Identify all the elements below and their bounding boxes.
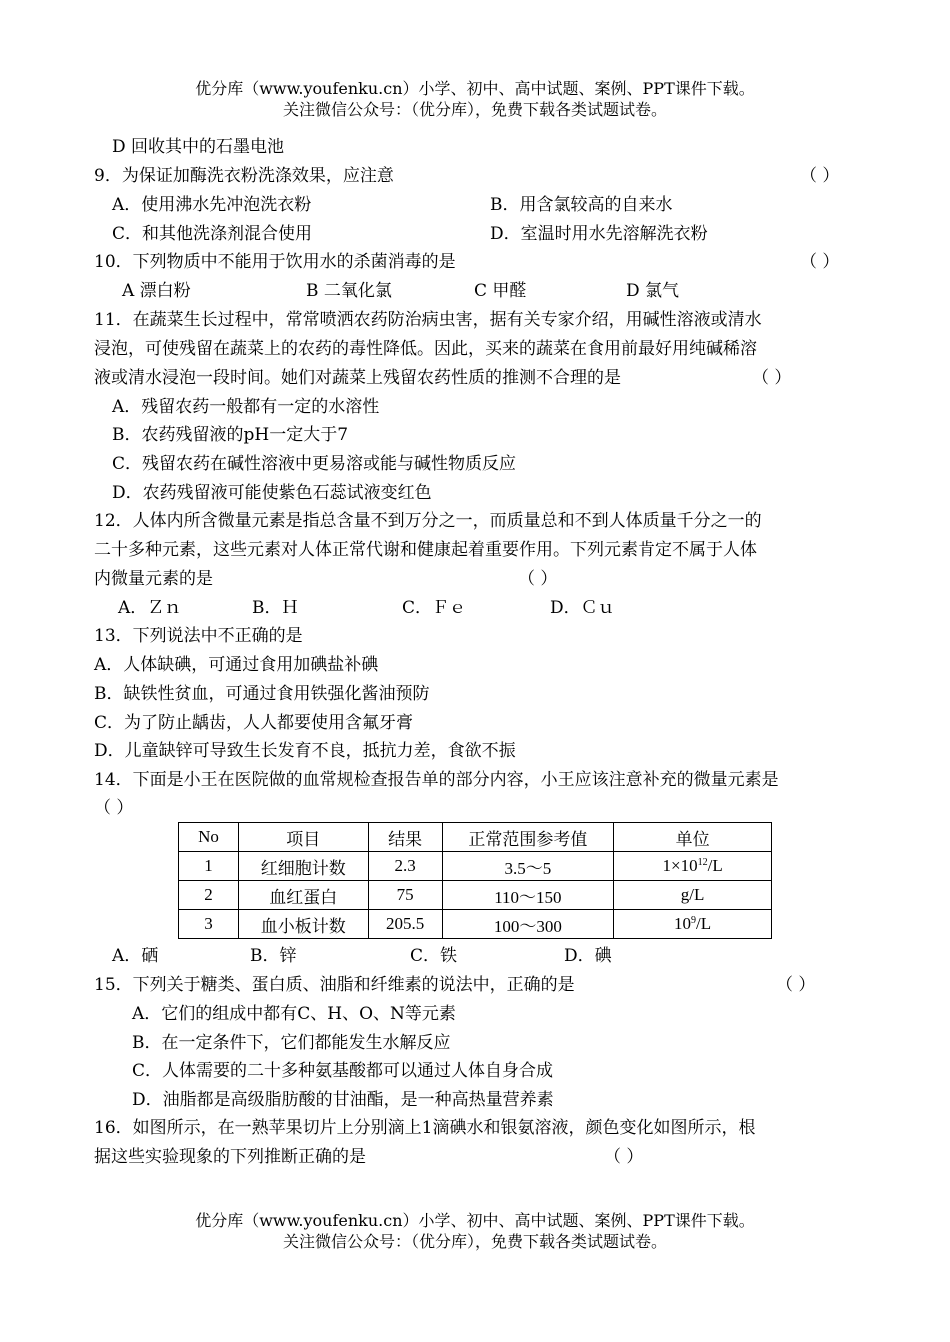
q10-option-d: D 氯气: [626, 281, 680, 301]
table-row: [179, 881, 772, 910]
q14-option-c: C．铁: [410, 946, 458, 966]
q12-option-c: C．Ｆｅ: [402, 598, 467, 618]
q15-option-b: B．在一定条件下，它们都能发生水解反应: [132, 1033, 451, 1053]
q12-option-d: D．Ｃｕ: [550, 598, 615, 618]
cell-unit: [614, 910, 772, 939]
q9-option-a: A．使用沸水先冲泡洗衣粉: [112, 195, 312, 215]
q10-stem: 10．下列物质中不能用于饮用水的杀菌消毒的是: [94, 252, 456, 272]
q10-answer-paren: （ ）: [800, 252, 840, 272]
q15-stem: 15．下列关于糖类、蛋白质、油脂和纤维素的说法中，正确的是: [94, 975, 575, 995]
table-header-range: 正常范围参考值: [442, 823, 614, 852]
table-header-item: 项目: [238, 823, 368, 852]
unit-base: g/L: [680, 885, 705, 904]
cell-result: 205.5: [368, 910, 442, 939]
q15-option-a: A．它们的组成中都有C、H、O、N等元素: [132, 1004, 456, 1024]
cell-item: 血红蛋白: [238, 881, 368, 910]
q12-option-a: A．Ｚｎ: [118, 598, 182, 618]
cell-range: 110～150: [442, 881, 614, 910]
q12-stem-line3: 内微量元素的是: [94, 569, 213, 589]
q13-option-a: A．人体缺碘，可通过食用加碘盐补碘: [94, 655, 379, 675]
q9-option-b: B．用含氯较高的自来水: [490, 195, 673, 215]
q11-option-d: D．农药残留液可能使紫色石蕊试液变红色: [112, 483, 432, 503]
unit-exponent: 9: [691, 915, 697, 926]
page-footer-line1: 优分库（www.youfenku.cn）小学、初中、高中试题、案例、PPT课件下载。: [195, 1211, 755, 1230]
unit-base: 1×10: [662, 856, 698, 875]
q12-stem-line1: 12．人体内所含微量元素是指总含量不到万分之一，而质量总和不到人体质量千分之一的: [94, 511, 762, 531]
cell-unit: [614, 881, 772, 910]
q10-option-b: B 二氧化氯: [306, 281, 392, 301]
q15-option-c: C．人体需要的二十多种氨基酸都可以通过人体自身合成: [132, 1061, 554, 1081]
q14-stem: 14．下面是小王在医院做的血常规检查报告单的部分内容，小王应该注意补充的微量元素是: [94, 770, 779, 790]
q15-answer-paren: （ ）: [776, 975, 816, 995]
q16-stem-line1: 16．如图所示，在一熟苹果切片上分别滴上1滴碘水和银氨溶液，颜色变化如图所示，根: [94, 1118, 756, 1138]
table-header-no: No: [179, 823, 239, 852]
q9-option-d: D．室温时用水先溶解洗衣粉: [490, 224, 708, 244]
blood-test-table: [178, 822, 772, 939]
q12-stem-line2: 二十多种元素，这些元素对人体正常代谢和健康起着重要作用。下列元素肯定不属于人体: [94, 540, 757, 560]
cell-result: 75: [368, 881, 442, 910]
q14-option-b: B．锌: [250, 946, 297, 966]
unit-base: 10: [674, 914, 692, 933]
q9-stem: 9．为保证加酶洗衣粉洗涤效果，应注意: [94, 166, 394, 186]
cell-no: 3: [179, 910, 239, 939]
q11-stem-line2: 浸泡，可使残留在蔬菜上的农药的毒性降低。因此，买来的蔬菜在食用前最好用纯碱稀溶: [94, 339, 757, 359]
q9-option-c: C．和其他洗涤剂混合使用: [112, 224, 313, 244]
q10-option-a: A 漂白粉: [122, 281, 191, 301]
q9-answer-paren: （ ）: [800, 166, 840, 186]
table-row: [179, 852, 772, 881]
q15-option-d: D．油脂都是高级脂肪酸的甘油酯，是一种高热量营养素: [132, 1090, 554, 1110]
q14-answer-paren: （ ）: [94, 798, 134, 818]
q11-option-c: C．残留农药在碱性溶液中更易溶或能与碱性物质反应: [112, 454, 517, 474]
cell-item: 血小板计数: [238, 910, 368, 939]
q12-answer-paren: （ ）: [518, 569, 558, 589]
table-header-result: 结果: [368, 823, 442, 852]
q13-option-b: B．缺铁性贫血，可通过食用铁强化酱油预防: [94, 684, 430, 704]
q14-option-a: A．硒: [112, 946, 159, 966]
cell-range: 3.5～5: [442, 852, 614, 881]
q13-option-d: D．儿童缺锌可导致生长发育不良，抵抗力差，食欲不振: [94, 741, 516, 761]
q11-stem-line1: 11．在蔬菜生长过程中，常常喷洒农药防治病虫害，据有关专家介绍，用碱性溶液或清水: [94, 310, 762, 330]
table-header-row: [179, 823, 772, 852]
q10-option-c: C 甲醛: [474, 281, 527, 301]
q11-answer-paren: （ ）: [752, 368, 792, 388]
q11-option-b: B．农药残留液的pH一定大于7: [112, 425, 349, 445]
cell-item: 红细胞计数: [238, 852, 368, 881]
q13-option-c: C．为了防止龋齿，人人都要使用含氟牙膏: [94, 713, 414, 733]
cell-no: 2: [179, 881, 239, 910]
cell-no: 1: [179, 852, 239, 881]
q16-answer-paren: （ ）: [604, 1147, 644, 1167]
table-header-unit: 单位: [614, 823, 772, 852]
unit-tail: /L: [696, 914, 712, 933]
cell-range: 100～300: [442, 910, 614, 939]
unit-tail: /L: [707, 856, 723, 875]
cell-unit: [614, 852, 772, 881]
unit-exponent: 12: [697, 857, 708, 868]
cell-result: 2.3: [368, 852, 442, 881]
page-header-line1: 优分库（www.youfenku.cn）小学、初中、高中试题、案例、PPT课件下载。: [195, 79, 755, 98]
q11-option-a: A．残留农药一般都有一定的水溶性: [112, 397, 380, 417]
q14-option-d: D．碘: [564, 946, 612, 966]
q11-stem-line3: 液或清水浸泡一段时间。她们对蔬菜上残留农药性质的推测不合理的是: [94, 368, 621, 388]
q8-option-d: D 回收其中的石墨电池: [112, 137, 285, 157]
page-footer-line2: 关注微信公众号：（优分库），免费下载各类试题试卷。: [282, 1232, 667, 1251]
q16-stem-line2: 据这些实验现象的下列推断正确的是: [94, 1147, 366, 1167]
q13-stem: 13．下列说法中不正确的是: [94, 626, 303, 646]
page-header-line2: 关注微信公众号：（优分库），免费下载各类试题试卷。: [282, 100, 667, 119]
table-row: [179, 910, 772, 939]
q12-option-b: B．Ｈ: [252, 598, 299, 618]
